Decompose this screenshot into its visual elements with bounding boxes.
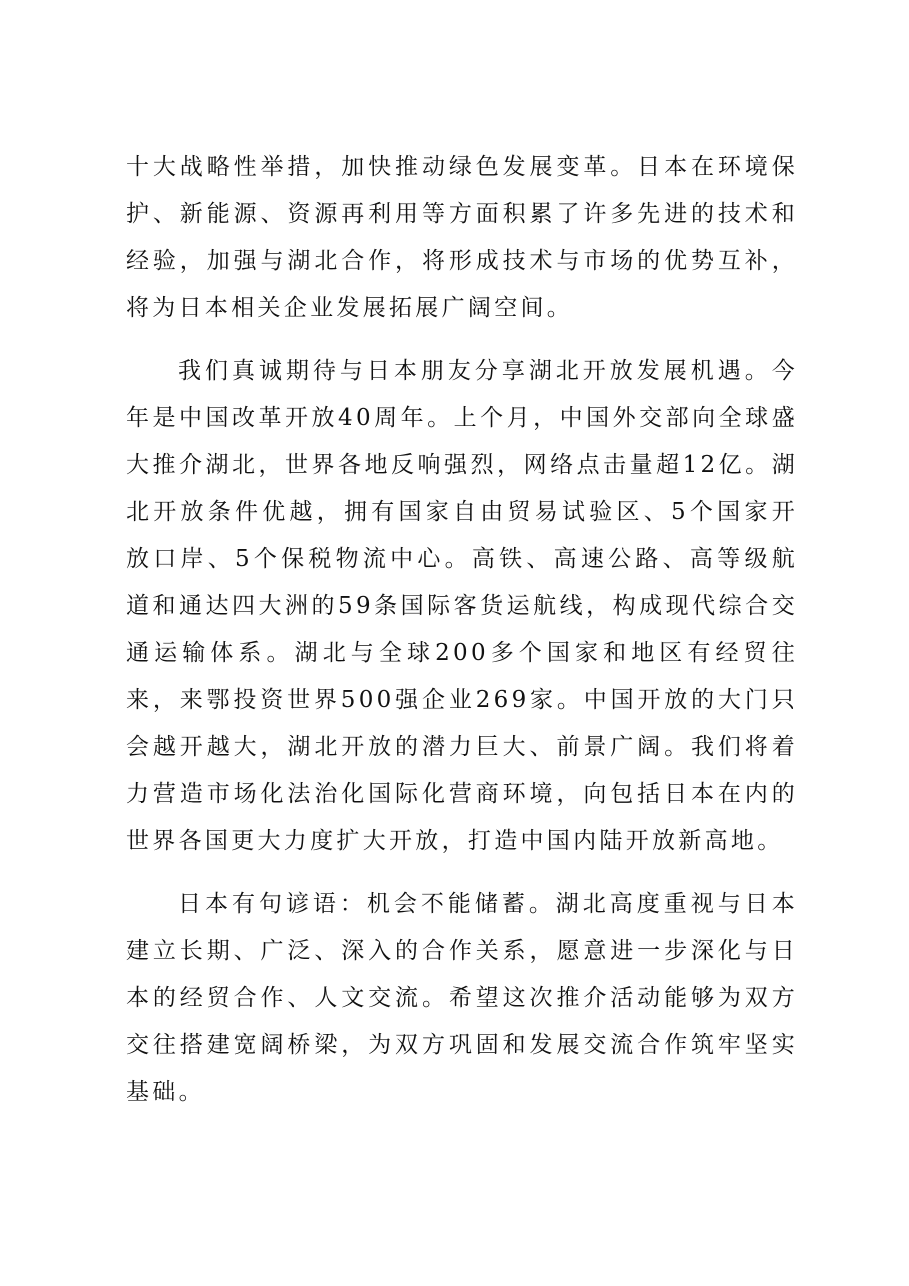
paragraph-japan-proverb: 日本有句谚语：机会不能储蓄。湖北高度重视与日本建立长期、广泛、深入的合作关系，愿意进一步深化与日本的经贸合作、人文交流。希望这次推介活动能够为双方交往搭建宽阔桥梁，为双方巩固和发展交流合作筑牢坚实基础。 xyxy=(126,891,798,1105)
paragraph-green-development: 十大战略性举措，加快推动绿色发展变革。日本在环境保护、新能源、资源再利用等方面积累了许多先进的技术和经验，加强与湖北合作，将形成技术与市场的优势互补，将为日本相关企业发展拓展广阔空间。 xyxy=(126,154,798,321)
paragraph-hubei-opening: 我们真诚期待与日本朋友分享湖北开放发展机遇。今年是中国改革开放40周年。上个月，中国外交部向全球盛大推介湖北，世界各地反响强烈，网络点击量超12亿。湖北开放条件优越，拥有国家自由贸易试验区、5个国家开放口岸、5个保税物流中心。高铁、高速公路、高等级航道和通达四大洲的59条国际客货运航线，构成现代综合交通运输体系。湖北与全球200多个国家和地区有经贸往来，来鄂投资世界500强企业269家。中国开放的大门只会越开越大，湖北开放的潜力巨大、前景广阔。我们将着力营造市场化法治化国际化营商环境，向包括日本在内的世界各国更大力度扩大开放，打造中国内陆开放新高地。 xyxy=(126,358,798,854)
document-body xyxy=(126,144,798,1116)
